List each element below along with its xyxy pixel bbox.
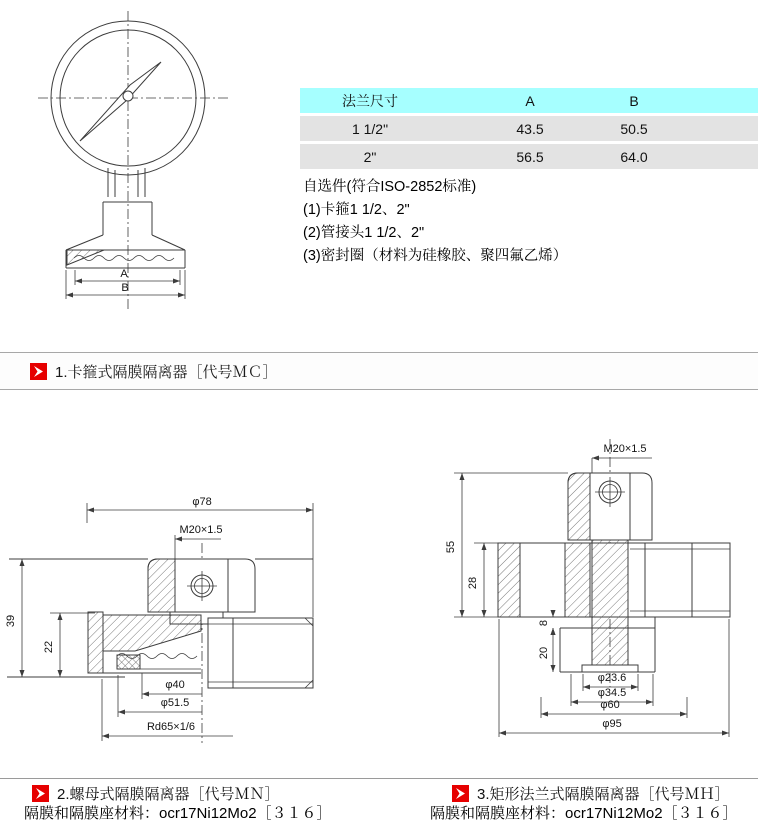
dim-label: 55 [445, 540, 457, 554]
dim-label: φ60 [600, 699, 620, 711]
dim-label: φ51.5 [160, 697, 190, 709]
dim-label: Rd65×1/6 [146, 721, 196, 733]
section-title-mn [32, 783, 280, 804]
dim-label: φ40 [165, 679, 185, 691]
body-outline [7, 559, 313, 688]
dim-m20 [592, 443, 652, 477]
col-header-b: B [620, 88, 758, 113]
gauge-stem [103, 168, 152, 235]
section2-title: 2.螺母式隔膜隔离器［代号ＭＮ］ [57, 786, 280, 803]
section3-title: 3.矩形法兰式隔膜隔离器［代号ＭＨ］ [477, 786, 730, 803]
footer-divider [0, 778, 758, 779]
dim-label-b: B [121, 282, 129, 294]
flange-size-table [300, 88, 758, 172]
dim-m20 [175, 524, 223, 561]
dim-label: φ23.6 [597, 672, 627, 684]
section-bar-mc [0, 352, 758, 390]
dim-label: M20×1.5 [603, 443, 647, 455]
dim-label: φ95 [602, 718, 622, 730]
col-header-a: A [440, 88, 620, 113]
gasket-crosshatch [117, 655, 140, 669]
options-title: 自选件(符合ISO-2852标准) [303, 179, 477, 195]
dim-label: φ78 [192, 496, 212, 508]
dim-label: 28 [467, 576, 479, 590]
dim-label-a: A [120, 268, 128, 280]
dim-dia51-5 [118, 675, 202, 717]
table-header-row [300, 88, 758, 113]
red-arrow-icon [452, 785, 469, 802]
cell-b: 50.5 [620, 116, 758, 141]
section3-material: 隔膜和隔膜座材料：ocr17Ni12Mo2［３１６］ [430, 805, 738, 822]
gauge-needle [80, 62, 161, 141]
dim-label: φ34.5 [597, 687, 627, 699]
optional-accessories [303, 176, 567, 268]
bowl-hatch [103, 615, 201, 651]
red-arrow-icon [32, 785, 49, 802]
dim-label: 22 [43, 640, 55, 654]
options-item-2: (2)管接头1 1/2、2" [303, 225, 425, 241]
cell-a: 43.5 [440, 116, 620, 141]
gauge-clamp-drawing [18, 8, 253, 328]
options-item-1: (1)卡箍1 1/2、2" [303, 202, 410, 218]
dim-dia60 [541, 697, 687, 718]
dim-39 [5, 559, 22, 677]
section-title-mh [452, 783, 730, 804]
section1-title: 1.卡箍式隔膜隔离器［代号ＭＣ］ [55, 363, 278, 381]
clamp-ferrule [66, 235, 185, 268]
dim-22 [43, 613, 95, 677]
options-item-3: (3)密封圈（材料为硅橡胶、聚四氟乙烯） [303, 248, 568, 264]
dim-dia40 [142, 673, 202, 699]
nut-hatch [148, 559, 175, 612]
cell-size: 2" [300, 144, 440, 169]
table-row [300, 116, 758, 141]
dim-label: M20×1.5 [179, 524, 223, 536]
cell-a: 56.5 [440, 144, 620, 169]
cell-size: 1 1/2" [300, 116, 440, 141]
mn-seal-drawing [5, 425, 340, 760]
table-row [300, 144, 758, 169]
stem-hatch [592, 540, 628, 665]
dim-28 [467, 543, 498, 617]
dim-label: 20 [538, 646, 550, 660]
mh-seal-drawing [420, 425, 758, 765]
red-arrow-icon [30, 363, 47, 380]
col-header-flange-size: 法兰尺寸 [300, 88, 440, 113]
nut-hatch [568, 473, 590, 540]
dim-label: 8 [538, 619, 550, 627]
cell-b: 64.0 [620, 144, 758, 169]
clamp-wedge-hatch [67, 250, 104, 265]
body-outline [498, 473, 730, 672]
dim-20 [538, 628, 553, 672]
section2-material: 隔膜和隔膜座材料：ocr17Ni12Mo2［３１６］ [24, 805, 332, 822]
dim-label: 39 [5, 614, 17, 628]
